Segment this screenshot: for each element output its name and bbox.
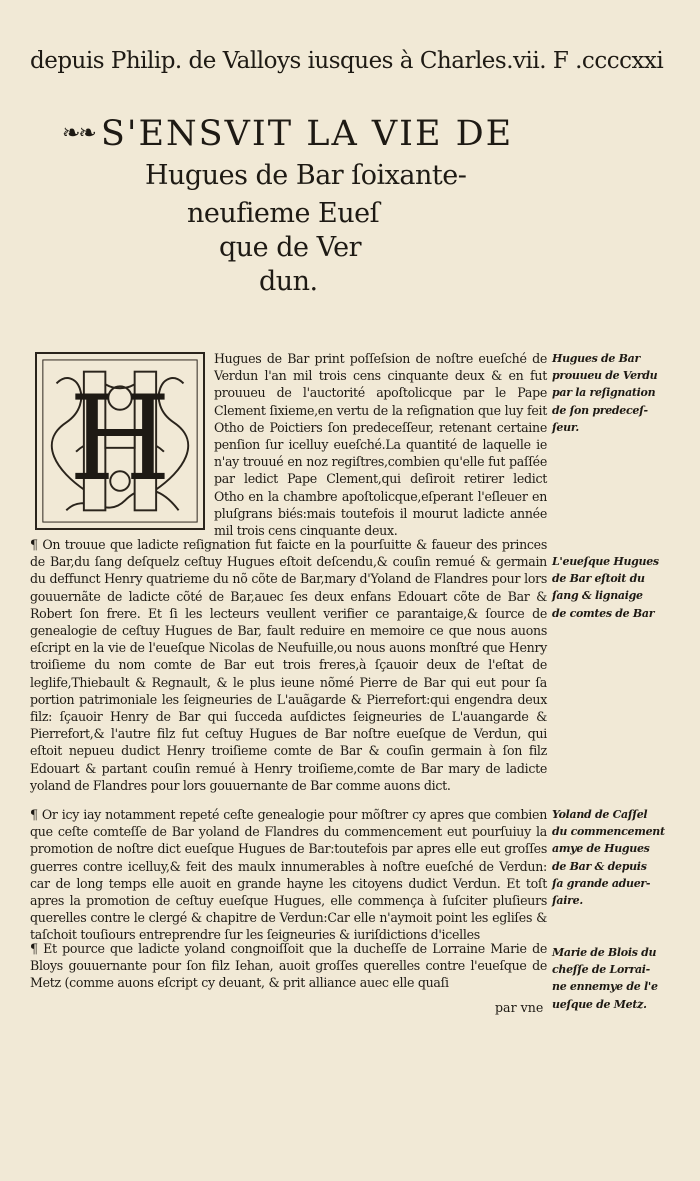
- marginal-note: [552, 806, 692, 909]
- marginal-note-line: prouueu de Verdu: [552, 369, 658, 383]
- marginal-note-line: de ſon predeceſ-: [552, 403, 648, 417]
- marginal-note-line: Marie de Blois du: [552, 946, 657, 959]
- catchword: par vne: [495, 1000, 544, 1015]
- marginal-note-line: de Bar & depuis: [552, 859, 647, 873]
- paragraph: ¶ On trouue que ladicte reſignation fut faicte en la pourſuitte & faueur des princes de Bar,du ſang deſquelz ceſtuy Hugues eſtoit deſcendu,& couſin remué & germain du deffunct Henry quatrieme du nõ cõte de Bar,mary d'Yoland de Flandres pour lors gouuernãte de ladicte cõté de Bar,auec ſes deux enfans Edouart cõte de Bar & Robert ſon frere. Et ſi les lecteurs veullent verifier ce parantaige,& ſource de genealogie de ceſtuy Hugues de Bar, fault reduire en memoire ce que nous auons eſcript en la vie de l'eueſque Nicolas de Neufuille,ou nous auons monſtré que Henry troiſieme du nom comte de Bar eut trois freres,à ſçauoir deux de l'eſtat de leglife,Thiebault & Regnault, & le plus ieune nõmé Pierre de Bar qui eut pour ſa portion patrimoniale les ſeigneuries de L'auãgarde & Pierrefort:qui engendra deux filz: ſçauoir Henry de Bar qui ſucceda auſdictes ſeigneuries de L'auangarde & Pierrefort,& l'autre filz fut ceſtuy Hugues de Bar noſtre eueſque de Verdun, qui eſtoit nepueu dudict Henry troiſieme comte de Bar & couſin germain à ſon filz Edouart & partant couſin remué à Henry troiſieme,comte de Bar mary de ladicte yoland de Flandres pour lors gouuernante de Bar comme auons dict.: [30, 537, 547, 793]
- paragraph: Hugues de Bar print poſſeſsion de noſtre eueſché de Verdun l'an mil trois cens cinquante deux & en fut prouueu de l'auctorité apoſtolicque par le Pape Clement ſixieme,en vertu de la reſignation que luy feit Otho de Poictiers ſon predeceſſeur, retenant certaine penſion ſur icelluy eueſché.La quantité de laquelle ie n'ay trouué en noz regiſtres,combien qu'elle fut paſſée par ledict Pape Clement,qui deſiroit retirer ledict Otho en la chambre apoſtolicque,eſperant l'eſleuer en pluſgrans biés:mais toutefois il mourut ladicte année mil trois cens cinquante deux.: [214, 351, 547, 539]
- marginal-note-line: ſa grande aduer-: [552, 876, 651, 890]
- chapter-title-text: S'ENSVIT LA VIE DE: [100, 114, 514, 154]
- marginal-note-line: ſeur.: [552, 420, 579, 434]
- marginal-note-line: de Bar eſtoit du: [552, 572, 645, 586]
- marginal-note-line: amye de Hugues: [552, 842, 650, 856]
- running-head: depuis Philip. de Valloys iusques à Charles.vii. F .ccccxxi: [30, 48, 664, 74]
- title-subline: que de Ver: [219, 232, 361, 263]
- marginal-note-line: ſang & lignaige: [552, 589, 643, 603]
- decorated-initial-h-icon: [37, 354, 203, 528]
- marginal-note: [552, 350, 692, 436]
- fleuron-ornament-icon: ❧❧: [62, 121, 95, 146]
- marginal-note: [552, 553, 692, 622]
- decorated-initial: [35, 352, 205, 530]
- marginal-note-line: par la reſignation: [552, 386, 656, 400]
- title-subline: Hugues de Bar ſoixante-: [145, 160, 467, 191]
- marginal-note: [552, 944, 692, 1013]
- marginal-note-line: ne ennemye de l'e: [552, 980, 658, 994]
- title-subline: dun.: [259, 266, 318, 297]
- title-subline: neufieme Eueſ: [187, 198, 380, 229]
- marginal-note-line: de comtes de Bar: [552, 606, 655, 620]
- marginal-note-line: cheſſe de Lorrai-: [552, 963, 650, 977]
- marginal-note-line: ueſque de Metz.: [552, 997, 647, 1011]
- marginal-note-line: L'eueſque Hugues: [552, 555, 659, 568]
- paragraph: ¶ Et pource que ladicte yoland congnoiſſoit que la ducheſſe de Lorraine Marie de Bloys gouuernante pour ſon filz Iehan, auoit groſſes querelles contre l'eueſque de Metz (comme auons eſcript cy deuant, & prit alliance auec elle quaſi: [30, 941, 547, 991]
- marginal-note-line: du commencement: [552, 825, 665, 839]
- paragraph: ¶ Or icy iay notamment repeté ceſte genealogie pour mõſtrer cy apres que combien que ceſte comteſſe de Bar yoland de Flandres du commencement eut pourſuiuy la promotion de noſtre dict eueſque Hugues de Bar:toutefois par apres elle eut groſſes guerres contre icelluy,& feit des maulx innumerables à noſtre eueſché de Verdun: car de long temps elle auoit en grande hayne les citoyens dudict Verdun. Et toſt apres la promotion de ceſtuy eueſque Hugues, elle commença à ſuſciter pluſieurs querelles contre le clergé & chapitre de Verdun:Car elle n'aymoit point les egliſes & taſchoit touſiours entreprendre ſur les ſeigneuries & iuriſdictions d'icelles: [30, 807, 547, 943]
- marginal-note-line: Hugues de Bar: [552, 352, 640, 365]
- chapter-title: [62, 114, 582, 154]
- marginal-note-line: ſaire.: [552, 894, 583, 908]
- initial-letter: H: [68, 370, 172, 508]
- marginal-note-line: Yoland de Caſſel: [552, 808, 648, 821]
